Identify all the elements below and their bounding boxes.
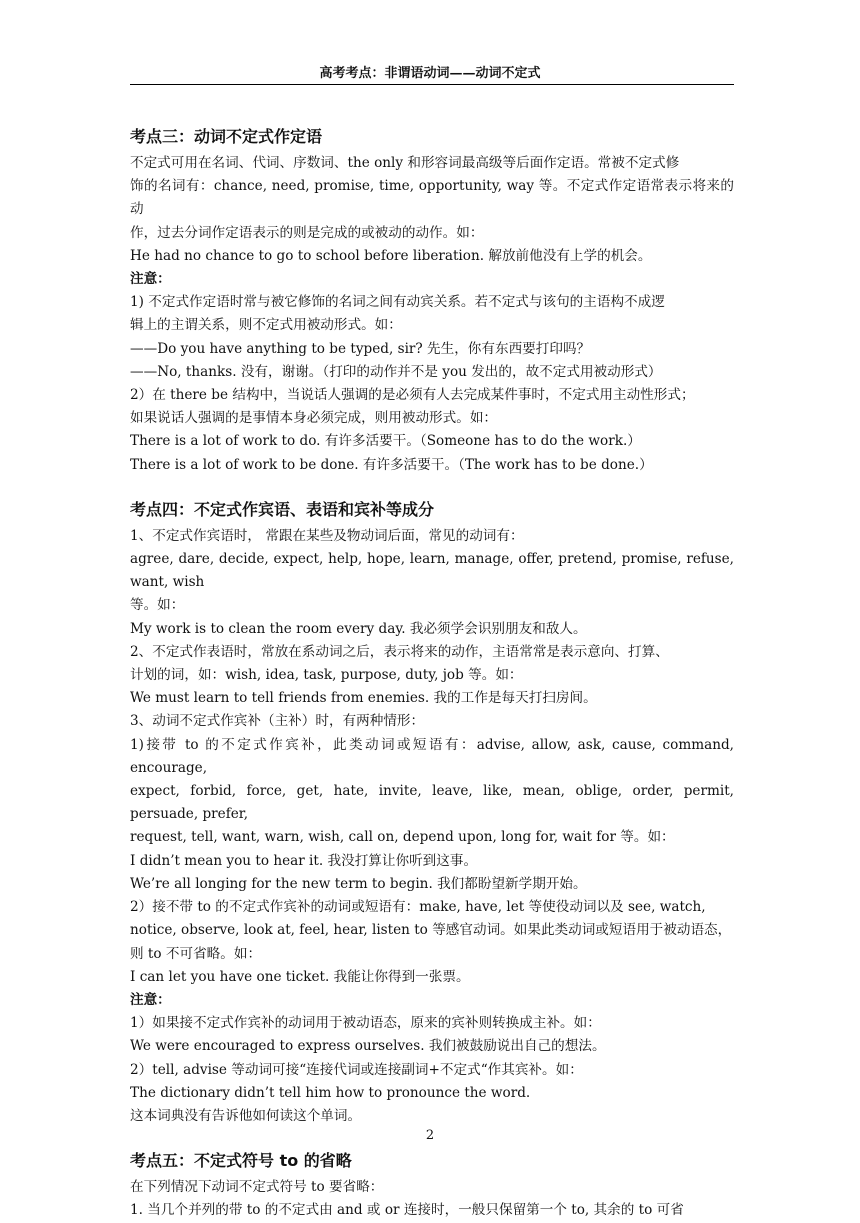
- example-line: We’re all longing for the new term to begin. 我们都盼望新学期开始。: [130, 875, 587, 892]
- body-line: 1) 不定式作定语时常与被它修饰的名词之间有动宾关系。若不定式与该句的主语构不成逻: [130, 294, 665, 311]
- page-number: 2: [425, 1128, 435, 1143]
- body-line: 1. 当几个并列的带 to 的不定式由 and 或 or 连接时，一般只保留第一个 to, 其余的 to 可省: [130, 1202, 684, 1219]
- body-line: 饰的名词有：chance, need, promise, time, opportunity, way 等。不定式作定语常表示将来的动: [130, 178, 734, 218]
- body-line: 2）在 there be 结构中，当说话人强调的是必须有人去完成某件事时，不定式用主动性形式；: [130, 387, 695, 404]
- body-line: 2、不定式作表语时，常放在系动词之后，表示将来的动作，主语常常是表示意向、打算、: [130, 643, 669, 660]
- body-line: 计划的词，如：wish, idea, task, purpose, duty, job 等。如：: [130, 667, 523, 684]
- example-line: My work is to clean the room every day. 我必须学会识别朋友和敌人。: [130, 620, 587, 637]
- body-line: 则 to 不可省略。如：: [130, 945, 262, 962]
- body-line: expect, forbid, force, get, hate, invite, leave, like, mean, oblige, order, permit, persuade, prefer,: [130, 783, 734, 823]
- body-line: notice, observe, look at, feel, hear, listen to 等感官动词。如果此类动词或短语用于被动语态，: [130, 922, 732, 939]
- body-line: 如果说话人强调的是事情本身必须完成，则用被动形式。如：: [130, 410, 498, 427]
- body-line: 1)接带 to 的不定式作宾补，此类动词或短语有：advise, allow, ask, cause, command, encourage,: [130, 736, 734, 776]
- example-line: ——No, thanks. 没有，谢谢。（打印的动作并不是 you 发出的，故不定式用被动形式）: [130, 363, 662, 380]
- example-line: I didn’t mean you to hear it. 我没打算让你听到这事。: [130, 852, 478, 869]
- section-heading: 考点三：动词不定式作定语: [130, 127, 323, 146]
- body-line: 等。如：: [130, 597, 185, 614]
- example-line: The dictionary didn’t tell him how to pronounce the word.: [130, 1084, 531, 1101]
- body-line: 辑上的主谓关系，则不定式用被动形式。如：: [130, 317, 402, 334]
- section-heading: 考点四：不定式作宾语、表语和宾补等成分: [130, 499, 435, 519]
- example-line: There is a lot of work to do. 有许多活要干。（Someone has to do the work.）: [130, 433, 641, 450]
- page-header-title: 高考考点：非谓语动词——动词不定式: [319, 66, 541, 81]
- body-line: 2）tell, advise 等动词可接“连接代词或连接副词+不定式“作其宾补。如：: [130, 1061, 583, 1078]
- section-heading: 考点五：不定式符号 to 的省略: [130, 1151, 352, 1171]
- example-line: We must learn to tell friends from enemies. 我的工作是每天打扫房间。: [130, 690, 597, 707]
- note-label: 注意：: [130, 271, 171, 288]
- body-line: 1、不定式作宾语时， 常跟在某些及物动词后面，常见的动词有：: [130, 527, 524, 544]
- note-label: 注意：: [130, 991, 171, 1008]
- example-line: I can let you have one ticket. 我能让你得到一张票。: [130, 968, 470, 985]
- example-line: ——Do you have anything to be typed, sir? 先生，你有东西要打印吗？: [130, 340, 591, 357]
- example-line: There is a lot of work to be done. 有许多活要干。（The work has to be done.）: [130, 456, 653, 473]
- header-rule: [130, 84, 734, 85]
- body-line: 3、动词不定式作宾补（主补）时，有两种情形：: [130, 713, 425, 730]
- example-line: We were encouraged to express ourselves. 我们被鼓励说出自己的想法。: [130, 1038, 606, 1055]
- example-line: 这本词典没有告诉他如何读这个单词。: [130, 1107, 362, 1124]
- body-line: request, tell, want, warn, wish, call on, depend upon, long for, wait for 等。如：: [130, 829, 675, 846]
- body-line: 2）接不带 to 的不定式作宾补的动词或短语有：make, have, let 等使役动词以及 see, watch,: [130, 899, 706, 916]
- body-line: 不定式可用在名词、代词、序数词、the only 和形容词最高级等后面作定语。常被不定式修: [130, 155, 680, 171]
- document-body: [130, 122, 734, 1223]
- body-line: 作，过去分词作定语表示的则是完成的或被动的动作。如：: [130, 224, 484, 241]
- example-line: He had no chance to go to school before liberation. 解放前他没有上学的机会。: [130, 247, 652, 264]
- body-line: agree, dare, decide, expect, help, hope, learn, manage, offer, pretend, promise, refuse, want, wish: [130, 551, 734, 591]
- body-line: 1）如果接不定式作宾补的动词用于被动语态，原来的宾补则转换成主补。如：: [130, 1015, 601, 1032]
- body-line: 在下列情况下动词不定式符号 to 要省略：: [130, 1179, 384, 1196]
- section-gap: [130, 477, 734, 495]
